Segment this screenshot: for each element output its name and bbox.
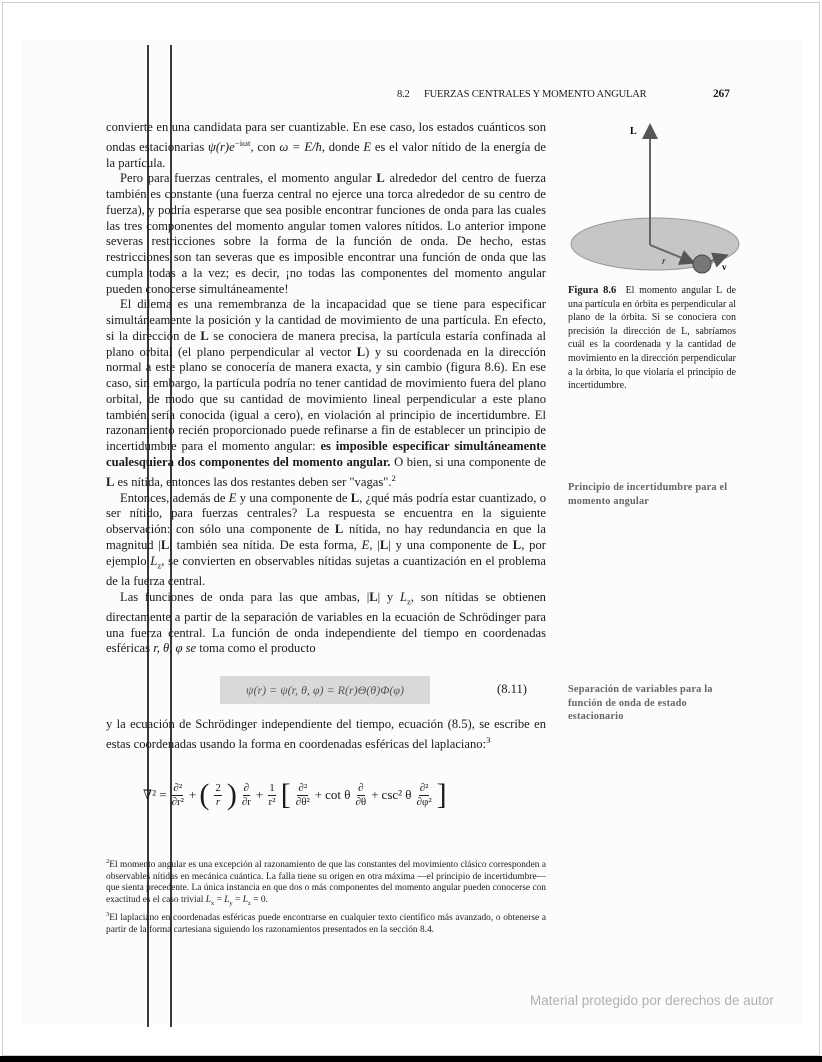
text-run: es imposible especificar simultáneamente cualesquiera dos componentes del momento angular.	[106, 439, 546, 469]
text-run: L	[369, 589, 378, 604]
text-run: L	[356, 344, 366, 359]
equation-8-11: ψ(r) = ψ(r, θ, φ) = R(r)Θ(θ)Φ(φ)	[220, 676, 430, 704]
fraction	[214, 782, 222, 809]
text-run: Entonces, además de	[120, 490, 229, 505]
text-run: E	[228, 490, 237, 505]
text-run: L	[224, 894, 230, 905]
particle	[693, 255, 711, 273]
text-run: | y una componente de	[388, 537, 513, 552]
denominator: ∂θ²	[295, 795, 310, 808]
cot-term: cot θ	[325, 787, 351, 802]
footnote	[106, 856, 546, 909]
text-run: , con	[250, 139, 280, 154]
fraction	[296, 782, 310, 809]
figure-8-6-diagram	[560, 115, 760, 280]
numerator: ∂²	[298, 781, 308, 794]
text-run: =	[232, 894, 243, 905]
text-run: El laplaciano en coordenadas esféricas puede encontrarse en cualquier texto científico más avanzado, o obtenerse a partir de la forma cartesiana siguiendo los razonamientos presentados en la sección 8.4.	[106, 913, 546, 936]
numerator: ∂²	[419, 781, 429, 794]
text-run: Pero para fuerzas centrales, el momento angular	[120, 171, 377, 186]
numerator: ∂	[358, 781, 364, 794]
paragraph	[106, 590, 546, 658]
text-run: L	[106, 474, 115, 489]
laplacian-equation	[143, 780, 447, 810]
fraction	[355, 782, 366, 809]
text-run: se conociera de manera precisa, la partícula estaría confinada al plano orbital (el plano perpendicular al vector	[106, 328, 546, 359]
text-run: L	[379, 537, 389, 552]
text-run: L	[242, 894, 248, 905]
plus-sign: +	[371, 787, 379, 802]
equation-number: (8.11)	[497, 682, 527, 696]
text-run: ) y su coordenada en la dirección normal a este plano se conocería de manera exacta, y sin cambio (figura 8.6). En ese caso, sin embargo, la partícula podría no tener cantidad de movimiento fuera del plano orbital, de modo que su cantidad de movimiento lineal perpendicular a este plano también sería conocida (igual a cero), en violación al principio de incertidumbre. El razonamiento recién proporcionado puede refinarse a fin de establecer un principio de incertidumbre para el momento angular:	[106, 344, 546, 454]
paren: (	[199, 778, 210, 811]
text-run: El momento angular es una excepción al razonamiento de que las constantes del movimiento clásico corresponden a observables nítidas en mecánica cuántica. La falla tiene su origen en otra máxima —el principio de incertidumbre— que sienta precedente. La única instancia en que dos o más componentes del momento angular pueden conocerse con exactitud es el caso trivial	[106, 860, 546, 905]
text-run: y	[229, 899, 233, 907]
paragraph	[106, 171, 546, 297]
text-run: Las funciones de onda para las que ambas, |	[120, 589, 370, 604]
text-run: L	[160, 537, 170, 552]
numerator: 1	[269, 781, 275, 794]
fraction	[242, 782, 251, 809]
caption-title: Figura 8.6	[568, 285, 617, 296]
denominator: ∂φ²	[416, 795, 432, 808]
text-run: L	[512, 537, 522, 552]
text-run: O bien, si una componente de	[390, 454, 547, 469]
text-run: y una componente de	[236, 490, 351, 505]
text-run: ψ(r)e	[208, 139, 235, 154]
numerator: ∂	[243, 781, 250, 794]
text-run: , |	[369, 537, 380, 552]
text-run: z	[247, 899, 251, 907]
denominator: ∂θ	[355, 795, 367, 808]
margin-note-separation: Separación de variables para la función de onda de estado estacionario	[568, 684, 713, 722]
text-run: y la ecuación de Schrödinger independiente del tiempo, ecuación (8.5), se escribe en estas coordenadas usando la forma en coordenadas esféricas del laplaciano:	[106, 717, 546, 751]
text-run: 3	[486, 734, 491, 745]
text-run: , ¿qué más podría estar cuantizado, o ser nítido, para fuerzas centrales? La respuesta se encuentra en la siguiente observación: con sólo una componente de	[106, 490, 546, 537]
text-run: es el valor nítido de la energía de la partícula.	[106, 139, 546, 170]
text-run: = 0.	[250, 894, 268, 905]
label-v: v	[722, 262, 727, 272]
paragraph	[106, 491, 546, 590]
caption-text: El momento angular L de una partícula en órbita es perpendicular al plano de la órbita. Si se conociera con precisión la dirección de L, sabríamos cuál es la coordenada y la cantidad de movimiento en la dirección perpendicular a la órbita, lo que violaría el principio de incertidumbre.	[568, 285, 736, 392]
plus-sign: +	[255, 787, 264, 802]
denominator: r²	[268, 795, 276, 808]
denominator: ∂r	[241, 795, 251, 808]
text-run: L	[200, 328, 209, 343]
text-run: L	[399, 589, 407, 604]
text-run: toma como el producto	[196, 641, 316, 656]
footnote	[106, 909, 546, 936]
text-run: E	[363, 139, 372, 154]
text-run: =	[214, 894, 225, 905]
plus-sign: +	[314, 787, 323, 802]
numerator: 2	[215, 781, 221, 794]
bracket: [	[280, 778, 291, 811]
margin-note-uncertainty: Principio de incertidumbre para el momento angular	[568, 482, 728, 507]
plus-sign: +	[188, 787, 197, 802]
denominator: r	[215, 795, 221, 808]
text-run: r, θ, φ se	[153, 641, 197, 656]
text-run: L	[205, 894, 211, 905]
orbital-plane	[571, 218, 739, 270]
text-run: , por ejemplo	[106, 537, 546, 568]
csc-term: csc² θ	[381, 787, 412, 802]
text-run: ω = E/ħ	[279, 139, 322, 154]
bracket: ]	[436, 778, 447, 811]
text-run: es nítida, entonces las dos restantes deben ser "vagas".	[114, 474, 392, 489]
text-run: x	[210, 899, 215, 907]
text-run: , se convierten en observables nítidas sujetas a cuantización en el problema de la fuerza central.	[106, 553, 546, 588]
label-L: L	[630, 126, 637, 137]
text-run: | también sea nítida. De esta forma,	[169, 537, 362, 552]
numerator: ∂²	[173, 781, 183, 794]
section-number: 8.2	[397, 89, 410, 100]
paragraph	[106, 297, 546, 490]
copyright-watermark: Material protegido por derechos de autor	[530, 993, 774, 1008]
text-run: z	[157, 560, 162, 571]
text-run: L	[150, 553, 158, 568]
text-run: alrededor del centro de fuerza también es constante (una fuerza central no ejerce una torca alrededor de su centro de fuerza), y podría esperarse que sea posible encontrar funciones de onda para las cuales las tres componentes del momento angular tomen valores nítidos. Lo anterior impone severas restricciones sobre la forma de la función de onda. De hecho, estas restricciones son tan severas que es imposible encontrar una función de onda que las cumpla todas a la vez; es decir, ¡no todas las componentes del momento angular pueden conocerse simultáneamente!	[106, 171, 546, 296]
text-run: El dilema es una remembranza de la incapacidad que se tiene para especificar simultáneamente la posición y la cantidad de movimiento de una partícula. En efecto, si la dirección de	[106, 297, 546, 343]
text-run: , son nítidas se obtienen directamente a partir de la separación de variables en la ecuación de Schrödinger para una fuerza central. La función de onda independiente del tiempo en coordenadas esféricas	[106, 589, 546, 656]
bottom-bar	[0, 1056, 822, 1062]
laplacian-lhs: ∇² =	[143, 787, 167, 802]
page-number: 267	[713, 88, 730, 100]
text-run: L	[376, 171, 385, 186]
label-r: r	[662, 256, 666, 266]
figure-caption	[568, 284, 736, 393]
footnotes	[106, 856, 546, 937]
text-run: 3	[106, 911, 110, 919]
running-title: FUERZAS CENTRALES Y MOMENTO ANGULAR	[424, 89, 647, 100]
text-run: L	[334, 522, 344, 537]
text-run: −iωt	[234, 137, 251, 148]
body-text-bottom	[106, 717, 546, 753]
body-text-top	[106, 120, 546, 657]
text-run: 2	[106, 858, 110, 865]
text-run: E	[361, 537, 370, 552]
text-run: | y	[377, 589, 400, 604]
denominator: ∂r²	[171, 795, 184, 808]
paragraph	[106, 120, 546, 171]
paragraph	[106, 717, 546, 753]
text-run: nítida, no hay redundancia en que la magnitud |	[106, 522, 546, 552]
fraction	[172, 782, 184, 809]
text-run: convierte en una candidata para ser cuantizable. En ese caso, los estados cuánticos son ondas estacionarias	[106, 120, 546, 154]
fraction	[268, 782, 276, 809]
text-run: z	[406, 596, 411, 607]
text-run: L	[350, 490, 360, 505]
paren: )	[226, 778, 237, 811]
text-run: , donde	[321, 139, 364, 154]
fraction	[417, 782, 432, 809]
text-run: 2	[391, 472, 396, 483]
